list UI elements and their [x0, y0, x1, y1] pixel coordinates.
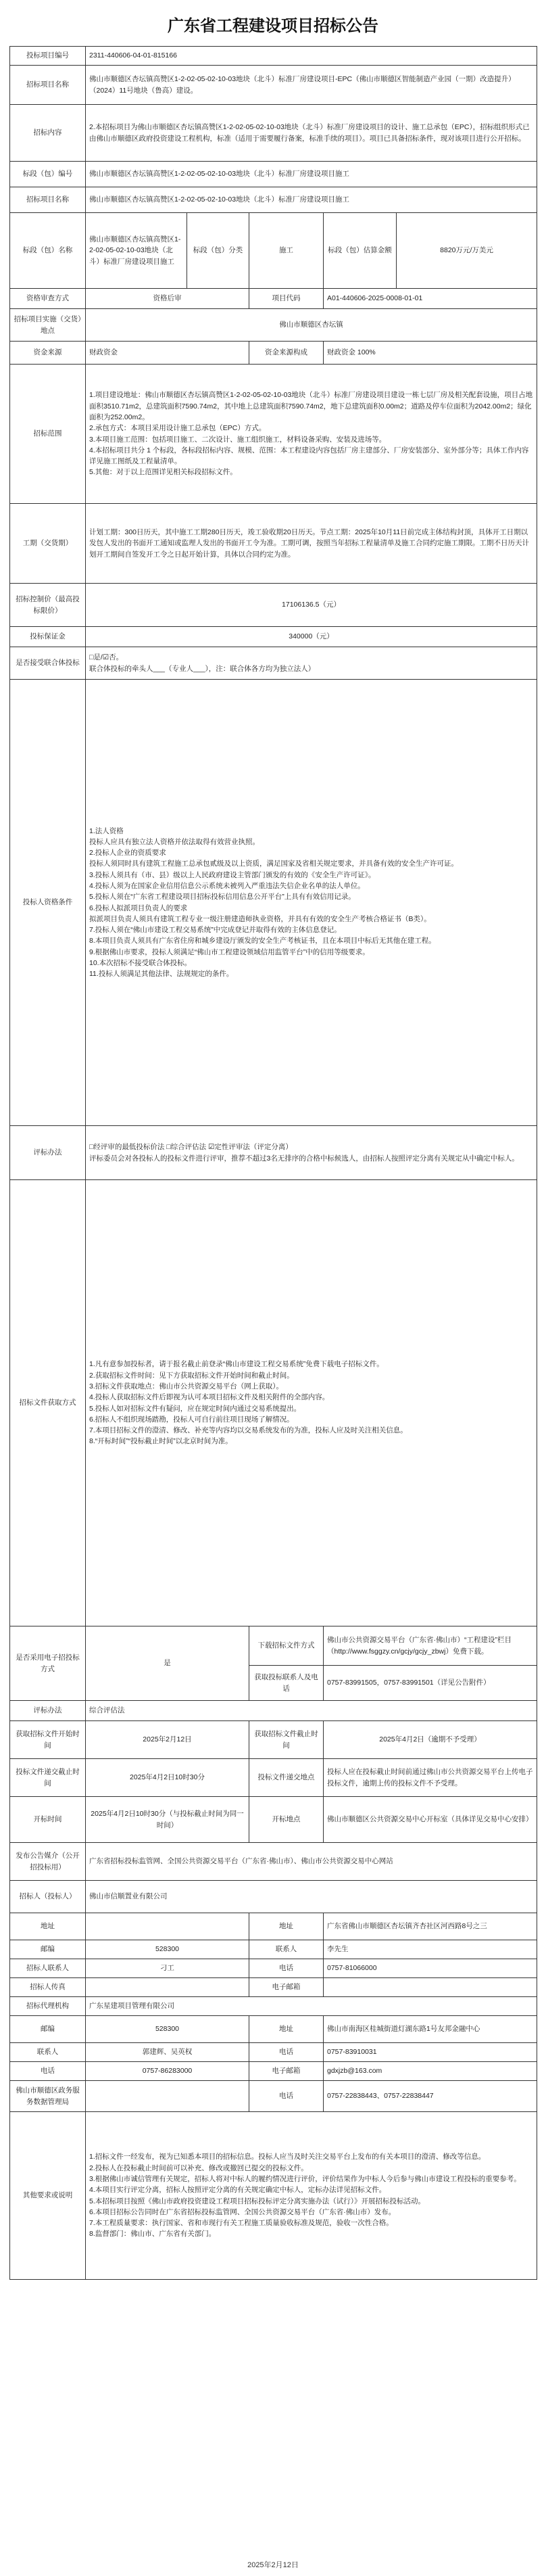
page-title: 广东省工程建设项目招标公告 [168, 17, 378, 35]
row-label: 投标人资格条件 [10, 680, 86, 1126]
supervisor-tel: 0757-22838443、0757-22838447 [324, 2081, 537, 2112]
bid-project-name: 佛山市顺德区杏坛镇高赞区1-2-02-05-02-10-03地块（北斗）标准厂房建设项目-EPC（佛山市顺德区智能制造产业园（一期）改造提升）（2024）11号地块（鲁高）建设。 [86, 66, 537, 105]
bid-section-name: 佛山市顺德区杏坛镇高赞区1-2-02-05-02-10-03地块（北斗）标准厂房建设项目施工 [86, 187, 537, 213]
row-label: 电话 [249, 1959, 324, 1978]
bid-section-code: 佛山市顺德区杏坛镇高赞区1-2-02-05-02-10-03地块（北斗）标准厂房建设项目施工 [86, 162, 537, 187]
table-row [10, 1913, 537, 1940]
row-label: 开标时间 [10, 1797, 86, 1843]
row-label: 招标文件获取方式 [10, 1180, 86, 1626]
agent-contact: 郭建辉、吴英权 [86, 2043, 249, 2062]
row-label: 邮编 [10, 2016, 86, 2043]
tenderer-name: 佛山市信顺置业有限公司 [86, 1881, 537, 1913]
row-label: 电话 [10, 2062, 86, 2081]
table-row [10, 365, 537, 504]
segment-class: 施工 [249, 213, 324, 289]
agent-phone: 0757-86283000 [86, 2062, 249, 2081]
tenderer-email [324, 1978, 537, 1997]
agent-postcode: 528300 [86, 2016, 249, 2043]
row-label: 地址 [249, 2016, 324, 2043]
row-label: 标段（包）分类 [187, 213, 249, 289]
evaluation-method: □经评审的最低投标价法 □综合评估法 ☑定性评审法（评定分离） 评标委员会对各投标人的投标文件进行评审，推荐不超过3名无排序的合格中标候选人，由招标人按照评定分离有关规定从中确定中标人。 [86, 1126, 537, 1180]
table-row [10, 2062, 537, 2081]
tenderer-address: 广东省佛山市顺德区杏坛镇齐杏社区河西路8号之三 [324, 1913, 537, 1940]
download-contact: 0757-83991505，0757-83991501（详见公告附件） [324, 1666, 537, 1701]
row-label: 招标项目名称 [10, 187, 86, 213]
table-row [10, 342, 537, 365]
row-label: 电话 [249, 2043, 324, 2062]
table-row [10, 1180, 537, 1626]
table-row [10, 162, 537, 187]
table-row [10, 105, 537, 162]
fund-source: 财政资金 [86, 342, 249, 365]
open-place: 佛山市顺德区公共资源交易中心开标室（具体详见交易中心安排） [324, 1797, 537, 1843]
bid-project-code: 2311-440606-04-01-815166 [86, 47, 537, 66]
row-label: 标段（包）编号 [10, 162, 86, 187]
publish-media: 广东省招标投标监管网、全国公共资源交易平台（广东省·佛山市）、佛山市公共资源交易中心网站 [86, 1843, 537, 1881]
table-row [10, 1701, 537, 1721]
other-notes: 1.招标文件一经发布，视为已知悉本项目的招标信息。投标人应当及时关注交易平台上发布的有关本项目的澄清、修改等信息。 2.投标人在投标截止时间前可以补充、修改或撤回已提交的投标文件。 3.根据佛山市诚信管理有关规定，招标人将对中标人的履约情况进行评价，评价结果作为中标人今后参与佛山市建设工程投标的重要参考。 4.本项目实行评定分离，招标人按照评定分离的有关规定确定中标人，定标办法详见招标文件。 5.本招标项目按照《佛山市政府投资建设工程项目招标投标评定分离实施办法（试行）》开展招标投标活动。 6.本项目招标公告同时在广东省招标投标监管网、全国公共资源交易平台（广东省·佛山市）发布。 7.本工程质量要求：执行国家、省和市现行有关工程施工质量验收标准及规范，验收一次性合格。 8.监督部门：佛山市、广东省有关部门。 [86, 2112, 537, 2280]
qualification-method: 资格后审 [86, 289, 249, 309]
segment-amount: 8820万元/万美元 [397, 213, 537, 289]
agent-name: 广东星建项目管理有限公司 [86, 1997, 537, 2016]
location: 佛山市顺德区杏坛镇 [86, 309, 537, 342]
row-label: 投标文件递交截止时间 [10, 1759, 86, 1797]
row-label: 工期（交货期） [10, 504, 86, 584]
schedule: 计划工期：300日历天，其中施工工期280日历天，竣工验收期20日历天。节点工期：2025年10月11日前完成主体结构封顶，具体开工日期以发包人发出的书面开工通知或监理人发出的书面开工令为准。工期可调，按照当年招标工程量清单及施工合同约定施工期限。工期不日历天计划开工期间自签发开工令之日起开始计算，具体以合同约定为准。 [86, 504, 537, 584]
row-label: 获取招标文件开始时间 [10, 1721, 86, 1759]
row-label: 是否采用电子招投标方式 [10, 1626, 86, 1701]
row-label: 评标办法 [10, 1701, 86, 1721]
tenderer-contact-person: 李先生 [324, 1940, 537, 1959]
table-row [10, 187, 537, 213]
doc-end-time: 2025年4月2日（逾期不予受理） [324, 1721, 537, 1759]
table-row [10, 1881, 537, 1913]
table-row [10, 1940, 537, 1959]
row-label: 电子邮箱 [249, 2062, 324, 2081]
table-row [10, 2112, 537, 2280]
bid-deadline-place: 投标人应在投标截止时间前通过佛山市公共资源交易平台上传电子投标文件，逾期上传的投标文件不予受理。 [324, 1759, 537, 1797]
scope: 1.项目建设地址：佛山市顺德区杏坛镇高赞区1-2-02-05-02-10-03地块（北斗）标准厂房建设项目建设一栋七层厂房及相关配套设施，项目占地面积3510.71m2，总建筑面积7590.74m2，其中地上总建筑面积7590.74m2，地下总建筑面积0.00m2；道路及停车位面积为2042.00m2；绿化面积为252.00m2。 2.承包方式：本项目采用设计施工总承包（EPC）方式。 3.本项目施工范围：包括项目施工、二次设计、施工组织施工，材料设备采购、安装及进场等。 4.本招标项目共分 1 个标段，各标段招标内容、规模、范围：本工程建设内容包括厂房主建部分、厂房安装部分、室外部分等；具体工作内容详见施工图纸及工程量清单。 5.其他：对于以上范围详见相关标段招标文件。 [86, 365, 537, 504]
row-label: 其他要求或说明 [10, 2112, 86, 2280]
agent-email: gdxjzb@163.com [324, 2062, 537, 2081]
supervisor-blank [86, 2081, 249, 2112]
table-row [10, 627, 537, 647]
table-row [10, 47, 537, 66]
row-label: 地址 [249, 1913, 324, 1940]
eval-method: 综合评估法 [86, 1701, 537, 1721]
row-label: 佛山市顺德区政务服务数据管理局 [10, 2081, 86, 2112]
row-label: 投标文件递交地点 [249, 1759, 324, 1797]
row-label: 项目代码 [249, 289, 324, 309]
row-label: 开标地点 [249, 1797, 324, 1843]
row-label: 标段（包）估算金额 [324, 213, 397, 289]
agent-address: 佛山市南海区桂城街道灯湖东路1号友邦金融中心 [324, 2016, 537, 2043]
row-label: 邮编 [10, 1940, 86, 1959]
row-label: 地址 [10, 1913, 86, 1940]
control-price: 17106136.5（元） [86, 584, 537, 627]
table-row [10, 1126, 537, 1180]
row-label: 投标保证金 [10, 627, 86, 647]
bid-bond: 340000（元） [86, 627, 537, 647]
table-row [10, 1759, 537, 1797]
table-row [10, 1843, 537, 1881]
table-row [10, 213, 537, 289]
table-row [10, 504, 537, 584]
tenderer-addr-blank [86, 1913, 249, 1940]
table-row [10, 647, 537, 680]
project-code: A01-440606-2025-0008-01-01 [324, 289, 537, 309]
union-bid: □是/☑否。 联合体投标的牵头人___（专业人___），注：联合体各方均为独立法人） [86, 647, 537, 680]
table-row [10, 1978, 537, 1997]
row-label: 电话 [249, 2081, 324, 2112]
row-label: 招标人联系人 [10, 1959, 86, 1978]
row-label: 招标范围 [10, 365, 86, 504]
table-row [10, 1626, 537, 1666]
row-label: 资格审查方式 [10, 289, 86, 309]
table-row [10, 2016, 537, 2043]
table-row [10, 2043, 537, 2062]
row-label: 获取投标联系人及电话 [249, 1666, 324, 1701]
row-label: 联系人 [10, 2043, 86, 2062]
row-label: 招标代理机构 [10, 1997, 86, 2016]
online-flag: 是 [86, 1626, 249, 1701]
row-label: 招标人（投标人） [10, 1881, 86, 1913]
row-label: 是否接受联合体投标 [10, 647, 86, 680]
bid-content: 2.本招标项目为佛山市顺德区杏坛镇高赞区1-2-02-05-02-10-03地块（北斗）标准厂房建设项目的设计、施工总承包（EPC），招标组织形式已由佛山市顺德区政府投资建设工程机构，标准（适用于需要履行备案，标准手续的项目）。项目已具备招标条件，现对该项目进行公开招标。 [86, 105, 537, 162]
table-row [10, 66, 537, 105]
qualification-requirements: 1.法人资格 投标人应具有独立法人资格并依法取得有效营业执照。 2.投标人企业的资质要求 投标人须同时具有建筑工程施工总承包贰级及以上资质，满足国家及省相关规定要求，并具备有效的安全生产许可证。 3.投标人须具有（市、县）级以上人民政府建设主管部门颁发的有效的《安全生产许可证》。 4.投标人须为在国家企业信用信息公示系统未被列入严重违法失信企业名单的法人单位。 5.投标人须在“广东省工程建设项目招标投标信用信息公开平台”上具有有效信用记录。 6.投标人拟派项目负责人的要求 拟派项目负责人须具有建筑工程专业一级注册建造师执业资格，并具有有效的安全生产考核合格证书（B类）。 7.投标人须在“佛山市建设工程交易系统”中完成登记并取得有效的主体信息登记。 8.本项目负责人须具有广东省住房和城乡建设厅颁发的安全生产考核证书，且在本项目中标后无其他在建工程。 9.根据佛山市要求，投标人须满足“佛山市工程建设领域信用监管平台”中的信用等级要求。 10.本次招标不接受联合体投标。 11.投标人须满足其他法律、法规规定的条件。 [86, 680, 537, 1126]
row-label: 发布公告媒介（公开招投标用） [10, 1843, 86, 1881]
table-row [10, 289, 537, 309]
row-label: 联系人 [249, 1940, 324, 1959]
row-label: 评标办法 [10, 1126, 86, 1180]
row-label: 标段（包）名称 [10, 213, 86, 289]
bid-deadline: 2025年4月2日10时30分 [86, 1759, 249, 1797]
segment-name: 佛山市顺德区杏坛镇高赞区1-2-02-05-02-10-03地块（北斗）标准厂房建设项目施工 [86, 213, 187, 289]
table-row [10, 309, 537, 342]
table-row [10, 680, 537, 1126]
tenderer-postcode: 528300 [86, 1940, 249, 1959]
row-label: 资金来源构成 [249, 342, 324, 365]
row-label: 招标项目实施（交货）地点 [10, 309, 86, 342]
agent-tel: 0757-83910031 [324, 2043, 537, 2062]
open-time: 2025年4月2日10时30分（与投标截止时间为同一时间） [86, 1797, 249, 1843]
table-row [10, 1959, 537, 1978]
row-label: 投标项目编号 [10, 47, 86, 66]
fund-composition: 财政资金 100% [324, 342, 537, 365]
row-label: 招标项目名称 [10, 66, 86, 105]
row-label: 招标控制价（最高投标限价） [10, 584, 86, 627]
row-label: 电子邮箱 [249, 1978, 324, 1997]
table-row [10, 2081, 537, 2112]
announcement-table [9, 46, 537, 2280]
row-label: 下载招标文件方式 [249, 1626, 324, 1666]
row-label: 招标内容 [10, 105, 86, 162]
tenderer-contact: 刁工 [86, 1959, 249, 1978]
row-label: 资金来源 [10, 342, 86, 365]
table-row [10, 1797, 537, 1843]
tenderer-fax [86, 1978, 249, 1997]
table-row [10, 1721, 537, 1759]
table-row [10, 1997, 537, 2016]
tenderer-tel: 0757-81066000 [324, 1959, 537, 1978]
table-row [10, 584, 537, 627]
doc-obtain-method: 1.凡有意参加投标者，请于报名截止前登录“佛山市建设工程交易系统”免费下载电子招标文件。 2.获取招标文件时间：见下方获取招标文件开始时间和截止时间。 3.招标文件获取地点：佛山市公共资源交易平台（网上获取）。 4.投标人获取招标文件后即视为认可本项目招标文件及相关附件的全部内容。 5.投标人如对招标文件有疑问，应在规定时间内通过交易系统提出。 6.招标人不组织现场踏勘，投标人可自行前往项目现场了解情况。 7.本项目招标文件的澄清、修改、补充等内容均以交易系统发布的为准，投标人应及时关注相关信息。 8.“开标时间”“投标截止时间”以北京时间为准。 [86, 1180, 537, 1626]
doc-start-time: 2025年2月12日 [86, 1721, 249, 1759]
row-label: 获取招标文件截止时间 [249, 1721, 324, 1759]
row-label: 招标人传真 [10, 1978, 86, 1997]
download-method: 佛山市公共资源交易平台（广东省·佛山市）“工程建设”栏目（http://www.fsggzy.cn/gcjy/gcjy_zbwj）免费下载。 [324, 1626, 537, 1666]
footer-date: 2025年2月12日 [247, 2561, 299, 2569]
